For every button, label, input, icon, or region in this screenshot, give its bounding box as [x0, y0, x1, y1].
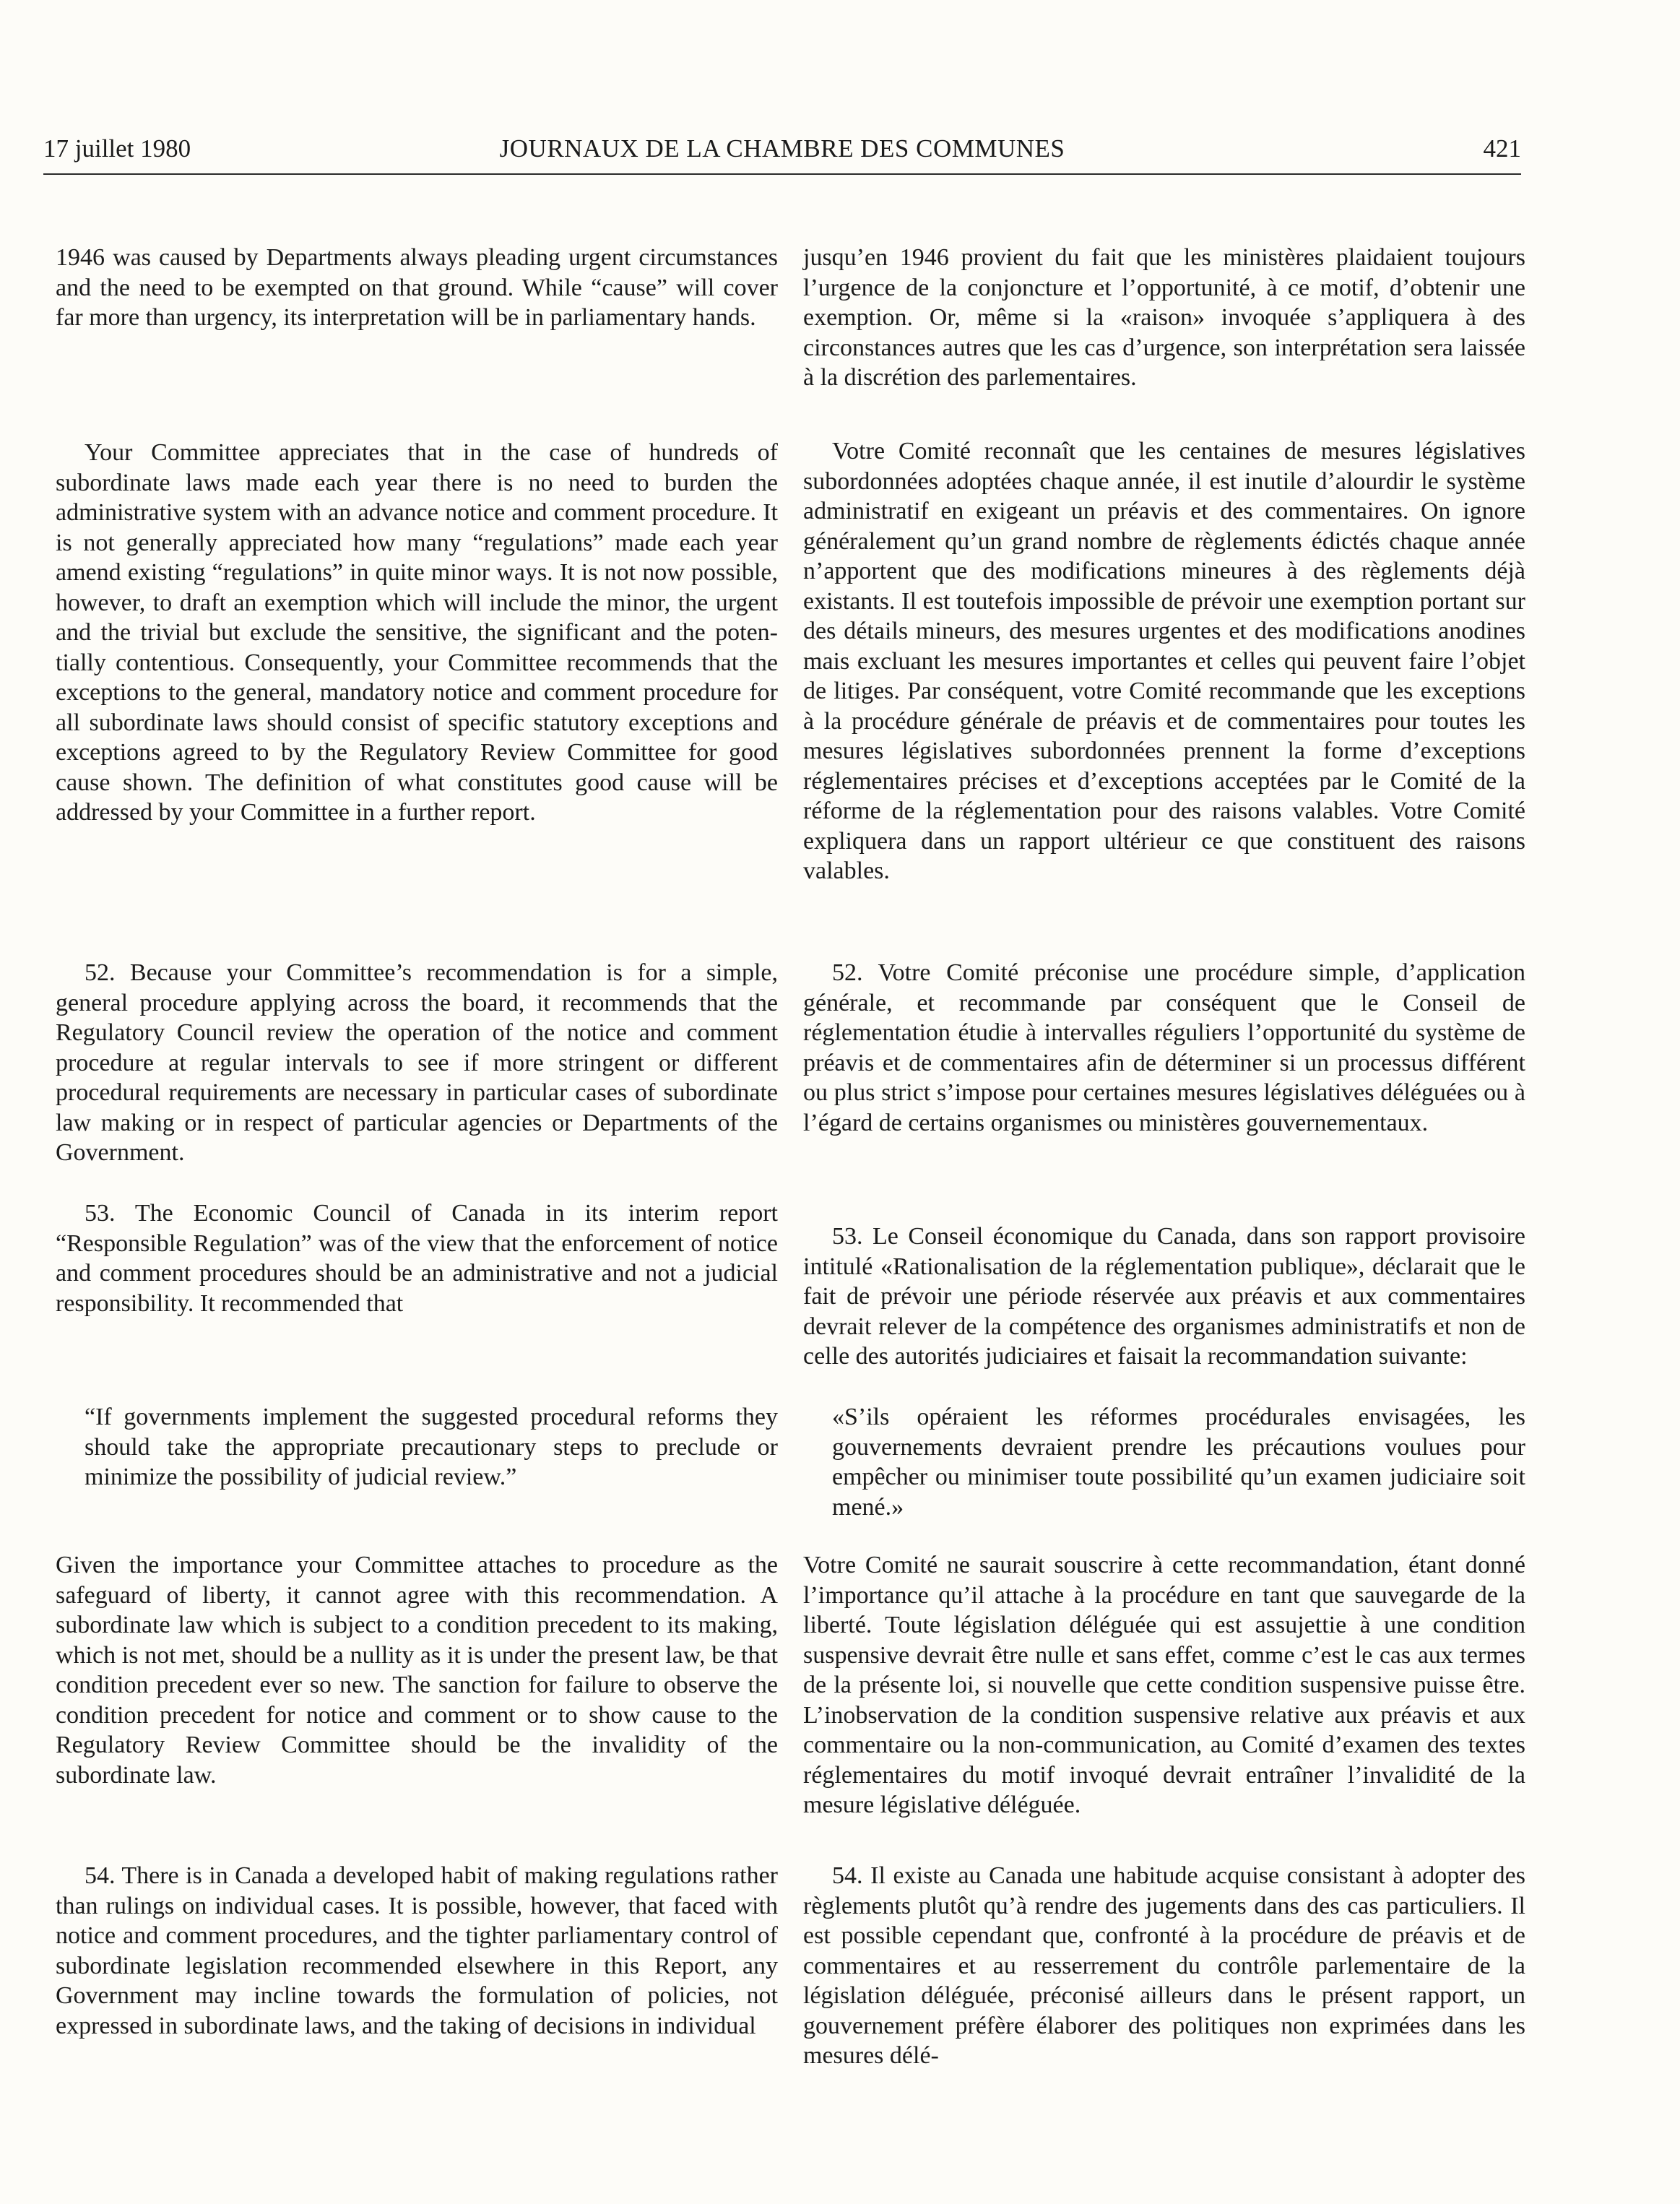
- en-paragraph-1946: 1946 was caused by Departments always pleading urgent circumstances and the need to be exempted on that ground. While “cause” will cover far more than urgency, its interpretation will be in parliamentary hands.: [56, 244, 778, 331]
- page-header: [43, 134, 1521, 175]
- en-paragraph-52: 52. Because your Committee’s recommendation is for a simple, general procedure applying across the board, it recommends that the Regulatory Council review the operation of the notice and comment procedure at regular intervals to see if more stringent or different procedural requirements are necessary in particular cases of subordinate law making or in respect of particular agencies or Departments of the Government.: [56, 959, 778, 1166]
- fr-quote-reformes: «S’ils opéraient les réformes procédurales envisagées, les gouvernements devraient prendre les précautions voulues pour empêcher ou minimiser toute possibilité qu’un examen judiciaire soit mené.»: [832, 1404, 1525, 1521]
- en-paragraph-given: Given the importance your Committee attaches to procedure as the safeguard of liberty, it cannot agree with this recommendation. A subordinate law which is subject to a condition precedent to its making, which is not met, should be a nullity as it is under the present law, be that condition precedent ever so new. The sanction for failure to observe the condition precedent for notice and comment or to show cause to the Regulatory Review Committee should be the invalidity of the subordinate law.: [56, 1552, 778, 1789]
- header-title: JOURNAUX DE LA CHAMBRE DES COMMUNES: [499, 134, 1065, 163]
- en-quote-governments: “If governments implement the suggested procedural reforms they should take the appropriate precautionary steps to preclude or minimize the possibility of judicial review.”: [85, 1404, 778, 1490]
- fr-paragraph-reconnait: Votre Comité reconnaît que les centaines de mesures législatives subordonnées adoptées chaque année, il est inutile d’alourdir le système administratif en exigeant un préavis et des commentaires. On ignore généralement qu’un grand nombre de règlements édictés chaque année n’apportent que des modifications mineures à des règlements déjà existants. Il est toutefois impossible de prévoir une exemption portant sur des détails mineurs, des mesures urgentes et des modifications anodines mais excluant les mesures importantes et celles qui peuvent faire l’objet de litiges. Par conséquent, votre Comité recommande que les exceptions à la procédure générale de préavis et de commentaires pour toutes les mesures législatives subordonnées prennent la forme d’exceptions réglementaires précises et d’exceptions acceptées par le Comité de la réforme de la réglementation pour des raisons valables. Votre Comité expliquera dans un rapport ultérieur ce que constituent des raisons valables.: [803, 438, 1525, 884]
- fr-paragraph-53: 53. Le Conseil économique du Canada, dans son rapport provisoire intitulé «Rationalisation de la réglementation publique», déclarait que le fait de prévoir une période réservée aux préavis et aux commentaires devrait relever de la compétence des organismes administratifs et non de celle des autorités judiciaires et faisait la recommandation suivante:: [803, 1223, 1525, 1370]
- fr-paragraph-54: 54. Il existe au Canada une habitude acquise consistant à adopter des règlements plutôt qu’à rendre des jugements dans des cas particuliers. Il est possible cependant que, confronté à la procédure de préavis et de commentaires et au resserrement du contrôle parlementaire de la législation déléguée, préconisé ailleurs dans le présent rapport, un gouvernement préfère élaborer des politiques non exprimées dans les mesures délé-: [803, 1862, 1525, 2069]
- header-date: 17 juillet 1980: [43, 134, 191, 163]
- fr-paragraph-52: 52. Votre Comité préconise une procédure simple, d’application générale, et recommande par conséquent que le Conseil de réglementation étudie à intervalles réguliers l’opportunité du système de préavis et de commentaires afin de déterminer si un processus différent ou plus strict s’impose pour certaines mesures législatives déléguées ou à l’égard de certains organismes ou ministères gouvernementaux.: [803, 959, 1525, 1136]
- fr-paragraph-1946: jusqu’en 1946 provient du fait que les ministères plaidaient toujours l’urgence de la conjoncture et l’opportunité, à ce motif, d’obtenir une exemption. Or, même si la «raison» invoquée s’appliquera à des circonstances autres que les cas d’urgence, son interprétation sera laissée à la discrétion des parlementaires.: [803, 244, 1525, 391]
- en-paragraph-appreciates: Your Committee appreciates that in the case of hundreds of subordinate laws made each year there is no need to burden the administrative system with an advance notice and comment procedure. It is not generally appreciated how many “regulations” made each year amend existing “regulations” in quite minor ways. It is not now possible, however, to draft an exemption which will include the minor, the urgent and the trivial but exclude the sensitive, the significant and the potentially contentious. Consequently, your Committee recommends that the exceptions to the general, mandatory notice and comment procedure for all subordinate laws should consist of specific statutory exceptions and exceptions agreed to by the Regulatory Review Committee for good cause shown. The definition of what constitutes good cause will be addressed by your Committee in a further report.: [56, 439, 778, 826]
- fr-paragraph-souscrire: Votre Comité ne saurait souscrire à cette recommandation, étant donné l’importance qu’il attache à la procédure en tant que sauvegarde de la liberté. Toute législation déléguée qui est assujettie à une condition suspensive devrait être nulle et sans effet, comme c’est le cas aux termes de la présente loi, si nouvelle que cette condition suspensive puisse être. L’inobservation de la condition suspensive relative aux préavis et aux commentaire ou la non-communication, au Comité d’examen des textes réglementaires du motif invoqué devrait entraîner l’invalidité de la mesure législative déléguée.: [803, 1552, 1525, 1818]
- page-number: 421: [1483, 134, 1521, 163]
- en-paragraph-54: 54. There is in Canada a developed habit of making regulations rather than rulings on individual cases. It is possible, however, that faced with notice and comment procedures, and the tighter parliamentary control of subordinate legislation recommended elsewhere in this Report, any Government may incline towards the formulation of policies, not expressed in subordinate laws, and the taking of decisions in individual: [56, 1862, 778, 2039]
- en-paragraph-53: 53. The Economic Council of Canada in its interim report “Responsible Regulation” was of the view that the enforcement of notice and comment procedures should be an administrative and not a judicial responsibility. It recommended that: [56, 1200, 778, 1317]
